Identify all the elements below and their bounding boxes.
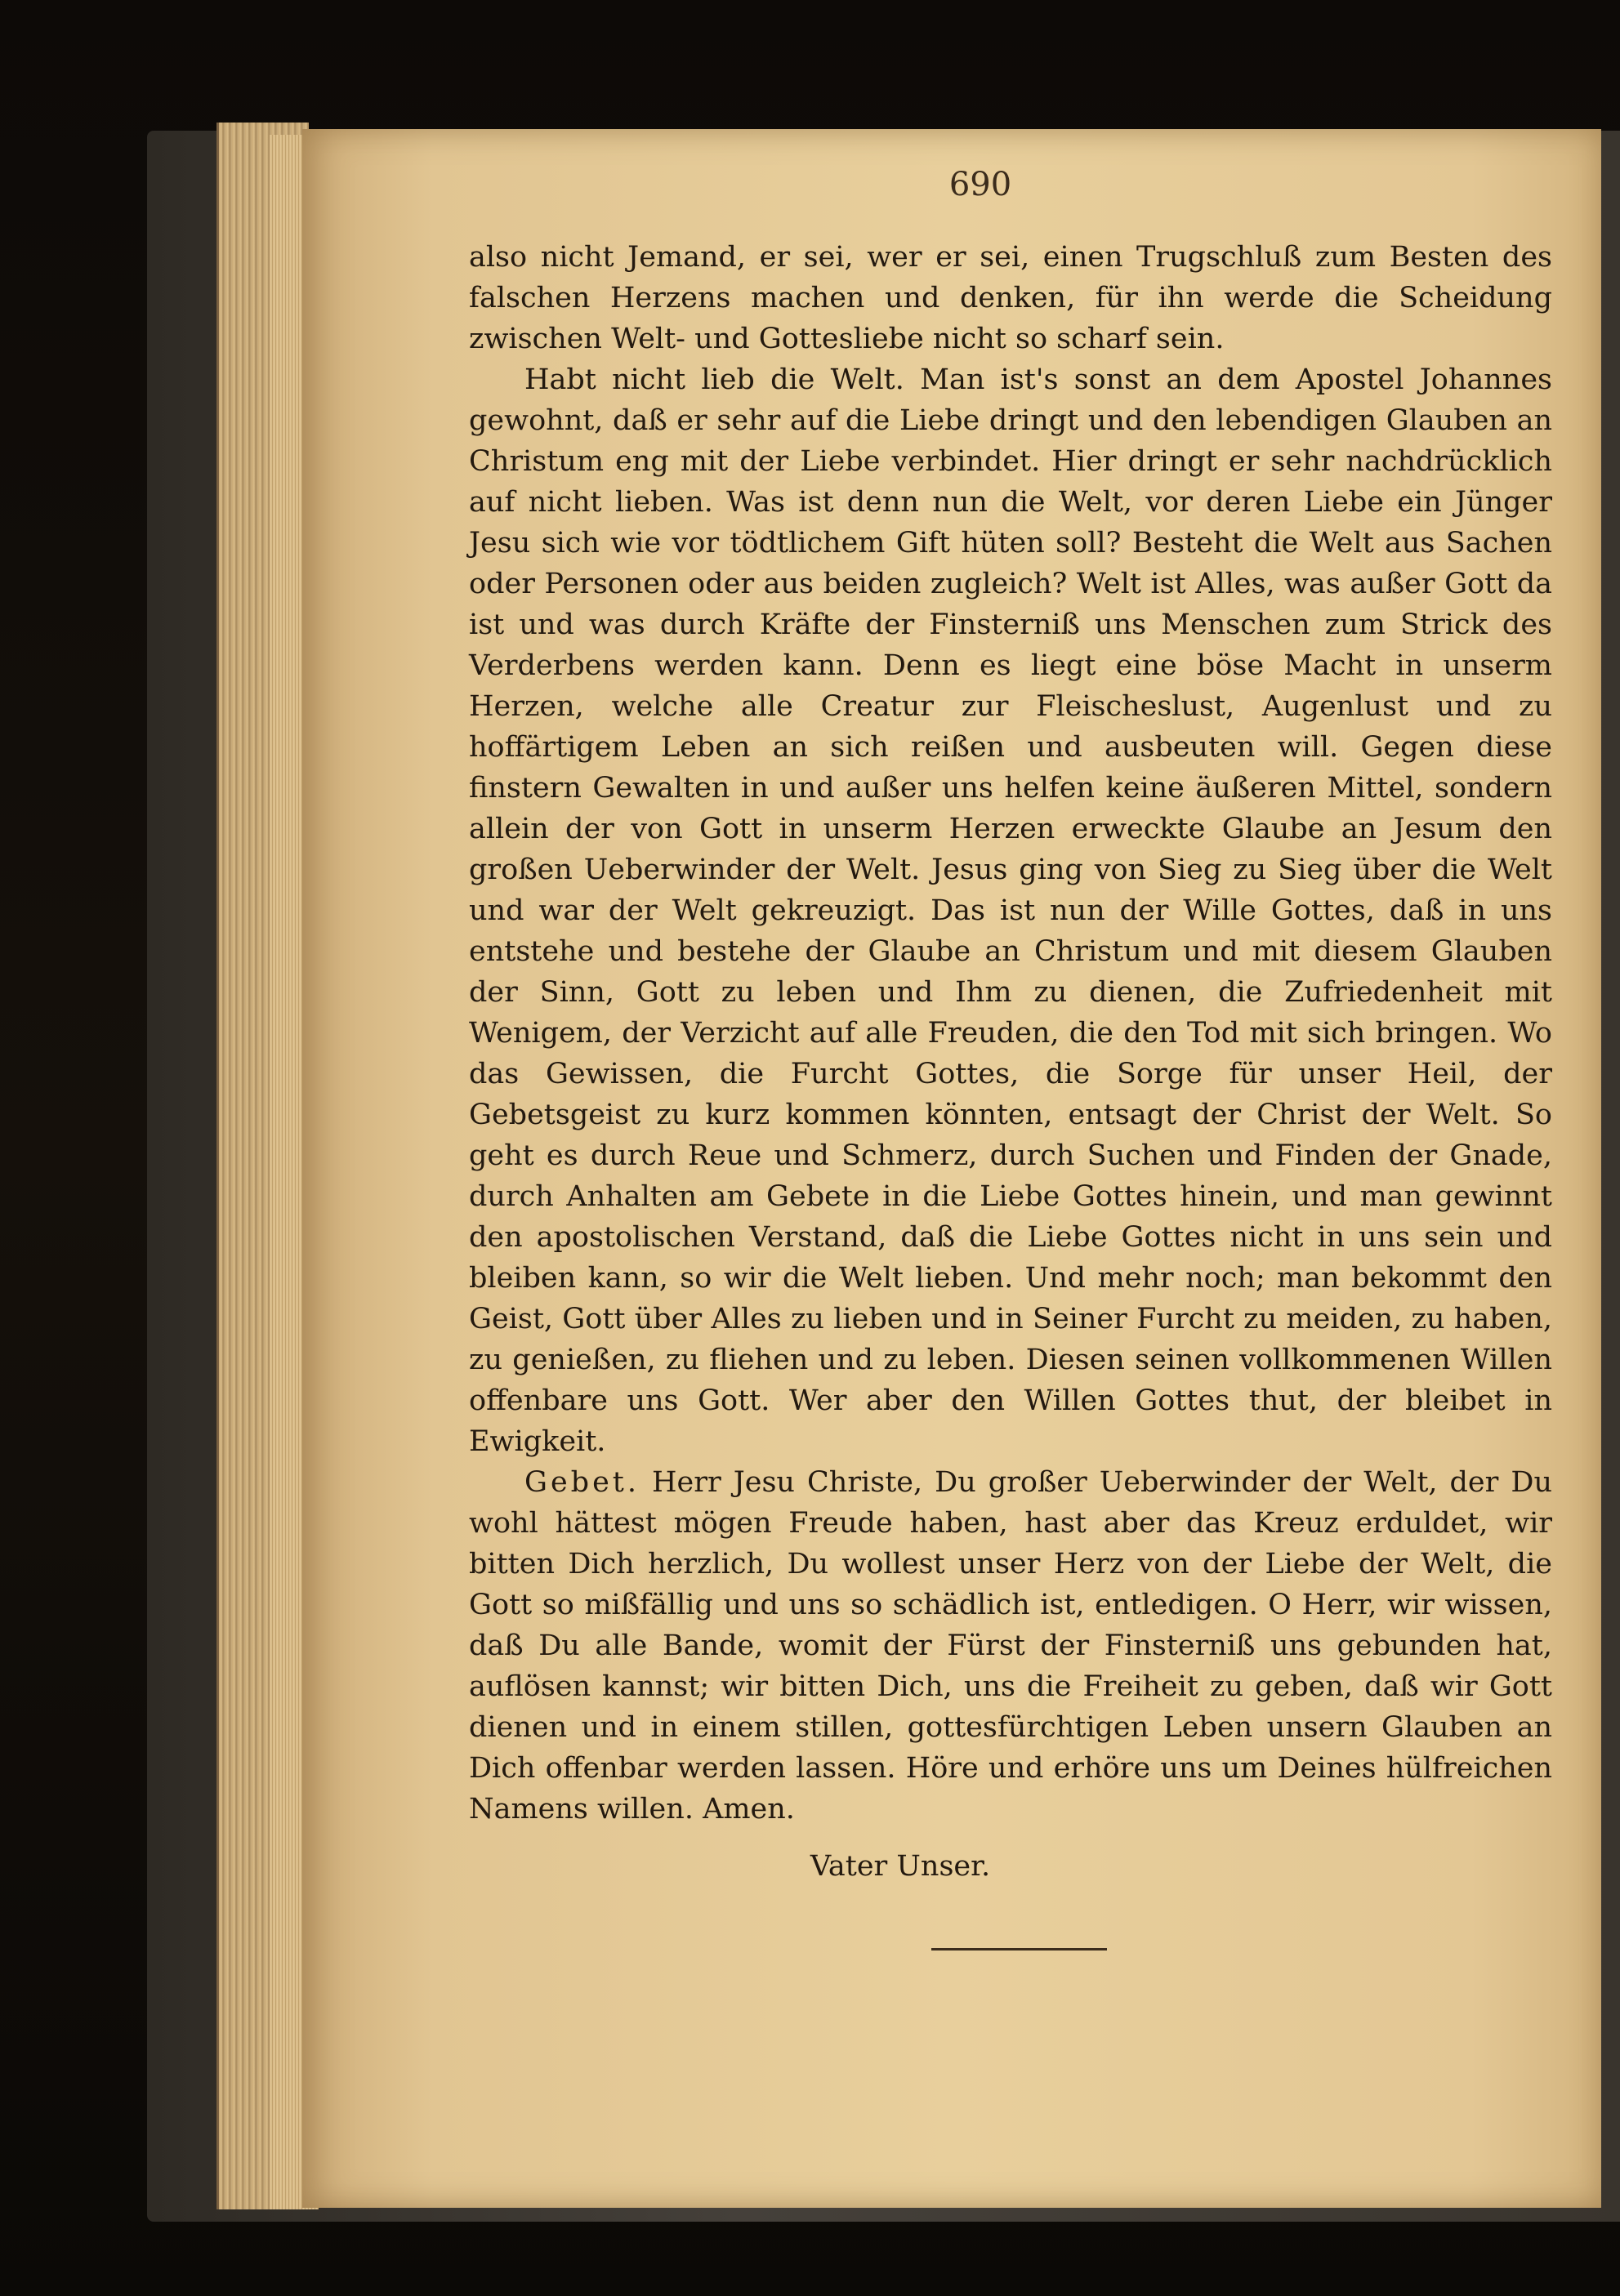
section-divider [931,1948,1107,1950]
paragraph: Habt nicht lieb die Welt. Man ist's sonst an dem Apostel Johannes gewohnt, daß er sehr auf die Liebe dringt und den lebendigen Glauben an Christum eng mit der Liebe verbindet. Hier dringt er sehr nachdrücklich auf nicht lieben. Was ist denn nun die Welt, vor deren Liebe ein Jünger Jesu sich wie vor tödtlichem Gift hüten soll? Besteht die Welt aus Sachen oder Personen oder aus beiden zugleich? Welt ist Alles, was außer Gott da ist und was durch Kräfte der Finsterniß uns Menschen zum Strick des Verderbens werden kann. Denn es liegt eine böse Macht in unserm Herzen, welche alle Creatur zur Fleischeslust, Augenlust und zu hoffärtigem Leben an sich reißen und ausbeuten will. Gegen diese finstern Gewalten in und außer uns helfen keine äußeren Mittel, sondern allein der von Gott in unserm Herzen erweckte Glaube an Jesum den großen Ueberwinder der Welt. Jesus ging von Sieg zu Sieg über die Welt und war der Welt gekreuzigt. Das ist nun der Wille Gottes, daß in uns entstehe und bestehe der Glaube an Christum und mit diesem Glauben der Sinn, Gott zu leben und Ihm zu dienen, die Zufriedenheit mit Wenigem, der Verzicht auf alle Freuden, die den Tod mit sich bringen. Wo das Gewissen, die Furcht Gottes, die Sorge für unser Heil, der Gebetsgeist zu kurz kommen könnten, entsagt der Christ der Welt. So geht es durch Reue und Schmerz, durch Suchen und Finden der Gnade, durch Anhalten am Gebete in die Liebe Gottes hinein, und man gewinnt den apostolischen Verstand, daß die Liebe Gottes nicht in uns sein und bleiben kann, so wir die Welt lieben. Und mehr noch; man bekommt den Geist, Gott über Alles zu lieben und in Seiner Furcht zu meiden, zu haben, zu genießen, zu fliehen und zu leben. Diesen seinen vollkommenen Willen offenbare uns Gott. Wer aber den Willen Gottes thut, der bleibet in Ewigkeit. [469,363,1552,1458]
page-number: 690 [948,166,1012,203]
body-text [469,237,1552,1830]
prayer-heading: Gebet. [524,1466,640,1499]
closing-line: Vater Unser. [810,1850,991,1883]
prayer-text: Herr Jesu Christe, Du großer Ueberwinder der Welt, der Du wohl hättest mögen Freude haben, hast aber das Kreuz erduldet, wir bitten Dich herzlich, Du wollest unser Herz von der Liebe der Welt, die Gott so mißfällig und uns so schädlich ist, entledigen. O Herr, wir wissen, daß Du alle Bande, womit der Fürst der Finsterniß uns gebunden hat, auflösen kannst; wir bitten Dich, uns die Freiheit zu geben, daß wir Gott dienen und in einem stillen, gottesfürchtigen Leben unsern Glauben an Dich offenbar werden lassen. Höre und erhöre uns um Deines hülfreichen Namens willen. Amen. [469,1466,1552,1826]
prayer-paragraph [469,1462,1552,1830]
paragraph: also nicht Jemand, er sei, wer er sei, einen Trugschluß zum Besten des falschen Herzens machen und denken, für ihn werde die Scheidung zwischen Welt- und Gottesliebe nicht so scharf sein. [469,241,1552,355]
